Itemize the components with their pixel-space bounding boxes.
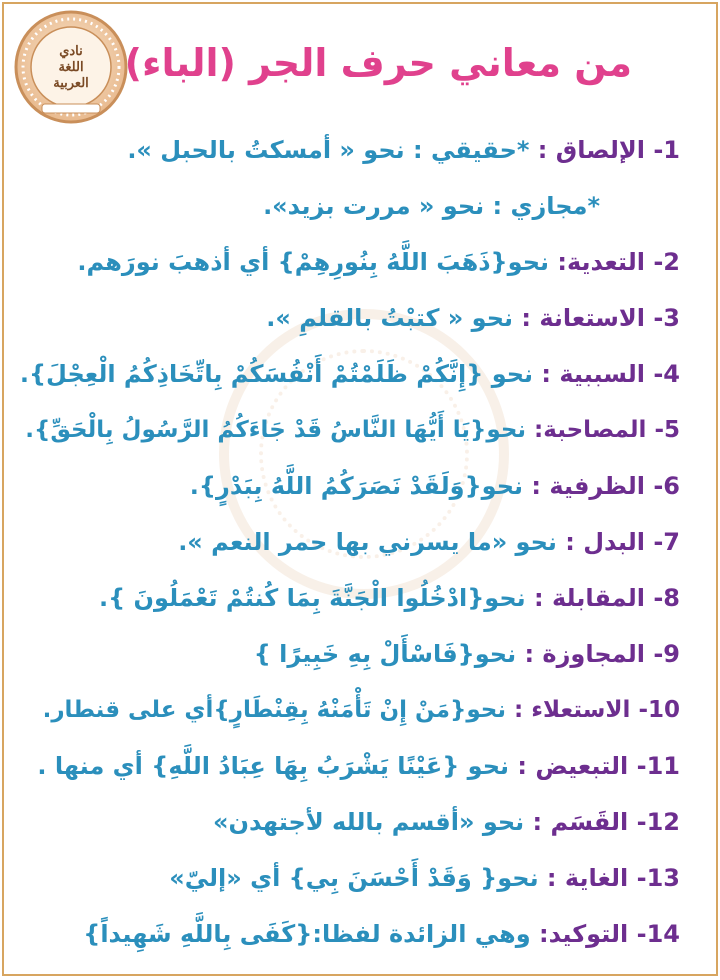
- item-example: *حقيقي : نحو « أمسكتُ بالحبل ».: [127, 136, 530, 164]
- list-item: [20, 514, 680, 570]
- item-example: نحو{ذَهَبَ اللَّهُ بِنُورِهِمْ} أي أذهبَ نورَهم.: [77, 248, 549, 276]
- list-item: [20, 570, 680, 626]
- item-number: 8-: [653, 584, 680, 612]
- item-label: الاستعانة: [539, 304, 645, 332]
- item-number: 4-: [653, 360, 680, 388]
- list-item: [20, 682, 680, 738]
- item-example: نحو{مَنْ إِنْ تَأْمَنْهُ بِقِنْطَارٍ}أي على قنطار.: [42, 697, 506, 723]
- list-item: [20, 626, 680, 682]
- item-example: نحو «أقسم بالله لأجتهدن»: [213, 808, 525, 836]
- item-example: نحو{يَا أَيُّهَا النَّاسُ قَدْ جَاءَكُمُ الرَّسُولُ بِالْحَقِّ}.: [25, 417, 527, 443]
- item-separator: :: [525, 584, 552, 612]
- item-example: *مجازي : نحو « مررت بزيد».: [263, 192, 600, 220]
- item-example: نحو « كتبْتُ بالقلمِ ».: [266, 304, 514, 332]
- item-example: نحو{وَلَقَدْ نَصَرَكُمُ اللَّهُ بِبَدْرٍ}.: [189, 472, 524, 500]
- item-label: المصاحبة: [543, 417, 647, 443]
- item-number: 2-: [653, 248, 680, 276]
- item-example: وهي الزائدة لفظا:{كَفَى بِاللَّهِ شَهِيداً}: [83, 920, 531, 948]
- list-item: [20, 122, 680, 178]
- list-item: [20, 290, 680, 346]
- item-number: 10-: [638, 697, 680, 723]
- item-separator: :: [556, 528, 584, 556]
- item-number: 1-: [653, 136, 680, 164]
- list-item: [20, 458, 680, 514]
- item-number: 12-: [636, 808, 680, 836]
- item-example: نحو «ما يسرني بها حمر النعم ».: [178, 528, 557, 556]
- item-label: القَسَم: [550, 808, 629, 836]
- item-separator: :: [533, 360, 560, 388]
- item-example: نحو {عَيْنًا يَشْرَبُ بِهَا عِبَادُ اللَّهِ} أي منها .: [37, 752, 510, 780]
- list-item: [20, 738, 680, 794]
- item-label: التعدية: [566, 248, 645, 276]
- item-separator: :: [549, 248, 567, 276]
- logo-text-line1: نادي: [59, 44, 83, 59]
- meanings-list: [20, 122, 680, 962]
- list-item: [20, 402, 680, 458]
- item-label: المقابلة: [551, 584, 645, 612]
- item-number: 6-: [653, 472, 680, 500]
- item-example: نحو{ وَقَدْ أَحْسَنَ بِي} أي «إليّ»: [169, 864, 539, 892]
- item-label: البدل: [583, 528, 645, 556]
- item-label: التوكيد: [548, 920, 629, 948]
- item-number: 14-: [636, 920, 680, 948]
- item-example: نحو {إِنَّكُمْ ظَلَمْتُمْ أَنْفُسَكُمْ بِاتِّخَاذِكُمُ الْعِجْلَ}.: [19, 360, 534, 388]
- list-item: [20, 178, 680, 234]
- item-separator: :: [523, 472, 550, 500]
- item-separator: :: [513, 304, 540, 332]
- item-separator: :: [530, 920, 549, 948]
- logo-text-line2: اللغة: [58, 60, 84, 75]
- item-label: المجاوزة: [542, 640, 645, 668]
- item-separator: :: [526, 417, 544, 443]
- item-example: نحو{ادْخُلُوا الْجَنَّةَ بِمَا كُنتُمْ تَعْمَلُونَ }.: [98, 584, 526, 612]
- item-separator: :: [516, 640, 543, 668]
- item-number: 5-: [654, 417, 680, 443]
- list-item: [20, 346, 680, 402]
- page-title: من معاني حرف الجر (الباء): [124, 41, 632, 85]
- item-label: الإلصاق: [555, 136, 645, 164]
- item-number: 9-: [653, 640, 680, 668]
- list-item: [20, 794, 680, 850]
- item-label: الاستعلاء: [531, 697, 631, 723]
- item-number: 7-: [653, 528, 680, 556]
- item-label: التبعيض: [535, 752, 629, 780]
- item-label: السببية: [559, 360, 645, 388]
- logo-text-line3: العربية: [53, 76, 89, 91]
- list-item: [20, 850, 680, 906]
- logo: [12, 8, 130, 126]
- item-example: نحو{فَاسْأَلْ بِهِ خَبِيرًا }: [253, 640, 517, 668]
- item-number: 13-: [636, 864, 680, 892]
- item-separator: :: [529, 136, 556, 164]
- item-label: الغاية: [564, 864, 629, 892]
- item-separator: :: [509, 752, 536, 780]
- list-item: [20, 906, 680, 962]
- item-separator: :: [505, 697, 532, 723]
- item-number: 11-: [636, 752, 680, 780]
- page: [2, 2, 718, 976]
- item-separator: :: [524, 808, 551, 836]
- logo-seal-icon: [12, 8, 130, 126]
- item-number: 3-: [653, 304, 680, 332]
- item-label: الظرفية: [549, 472, 645, 500]
- item-separator: :: [538, 864, 565, 892]
- list-item: [20, 234, 680, 290]
